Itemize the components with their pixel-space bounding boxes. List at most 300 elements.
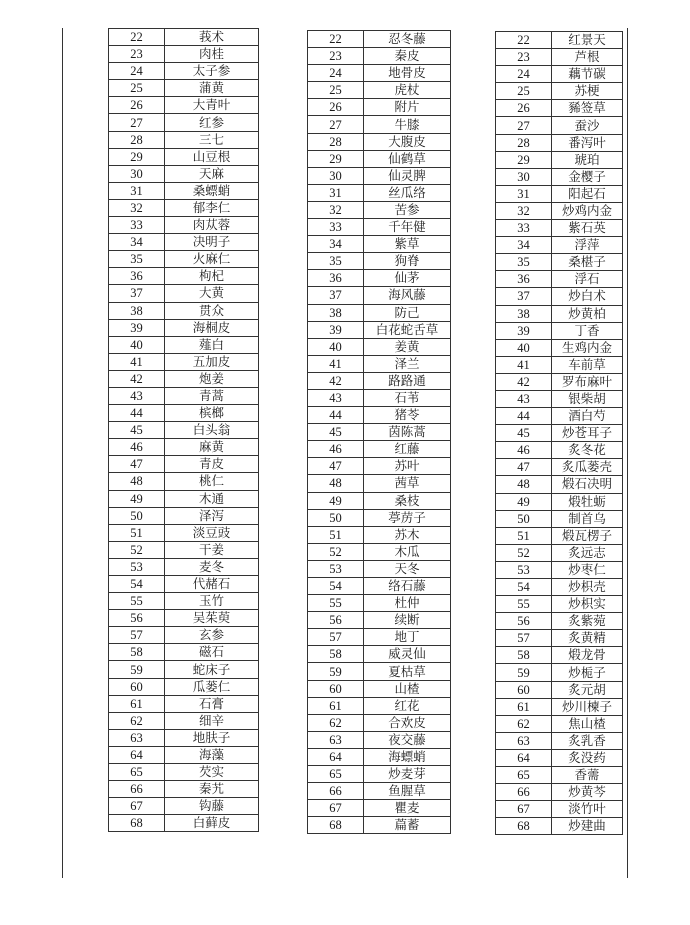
row-number: 56 — [496, 613, 552, 630]
herb-name: 麻黄 — [165, 439, 259, 456]
herb-name: 葶苈子 — [364, 509, 451, 526]
table-row — [496, 767, 623, 784]
herb-name: 浮萍 — [552, 237, 623, 254]
herb-name: 石膏 — [165, 695, 259, 712]
row-number: 31 — [496, 185, 552, 202]
table-row — [109, 29, 259, 46]
row-number: 46 — [496, 442, 552, 459]
herb-name: 丁香 — [552, 322, 623, 339]
table-row — [496, 613, 623, 630]
table-row — [496, 630, 623, 647]
herb-name: 木通 — [165, 490, 259, 507]
herb-name: 炒鸡内金 — [552, 202, 623, 219]
row-number: 61 — [109, 695, 165, 712]
row-number: 61 — [308, 697, 364, 714]
herb-name: 地骨皮 — [364, 65, 451, 82]
table-row — [308, 663, 451, 680]
table-row — [109, 644, 259, 661]
table-row — [308, 424, 451, 441]
table-row — [496, 168, 623, 185]
row-number: 44 — [109, 405, 165, 422]
table-row — [496, 134, 623, 151]
herb-name: 青皮 — [165, 456, 259, 473]
table-row — [308, 731, 451, 748]
table-row — [308, 748, 451, 765]
row-number: 52 — [308, 543, 364, 560]
herb-name: 白花蛇舌草 — [364, 321, 451, 338]
herb-name: 淡竹叶 — [552, 801, 623, 818]
herb-name: 大黄 — [165, 285, 259, 302]
row-number: 50 — [109, 507, 165, 524]
row-number: 55 — [496, 596, 552, 613]
row-number: 53 — [109, 558, 165, 575]
table-row — [496, 749, 623, 766]
table-row — [496, 390, 623, 407]
row-number: 64 — [308, 748, 364, 765]
table-row — [308, 560, 451, 577]
herb-name: 仙茅 — [364, 270, 451, 287]
row-number: 47 — [308, 458, 364, 475]
row-number: 60 — [308, 680, 364, 697]
row-number: 36 — [308, 270, 364, 287]
row-number: 42 — [308, 372, 364, 389]
row-number: 54 — [109, 576, 165, 593]
herb-name: 苦参 — [364, 201, 451, 218]
table-row — [496, 356, 623, 373]
row-number: 24 — [308, 65, 364, 82]
herb-name: 大腹皮 — [364, 133, 451, 150]
row-number: 32 — [308, 201, 364, 218]
herb-name: 红藤 — [364, 441, 451, 458]
herb-name: 猪苓 — [364, 407, 451, 424]
herb-name: 炙冬花 — [552, 442, 623, 459]
row-number: 41 — [308, 355, 364, 372]
table-row — [308, 116, 451, 133]
row-number: 57 — [308, 629, 364, 646]
herb-name: 磁石 — [165, 644, 259, 661]
table-row — [496, 32, 623, 49]
herb-name: 薤白 — [165, 336, 259, 353]
herb-name: 炒栀子 — [552, 664, 623, 681]
table-row — [308, 65, 451, 82]
row-number: 36 — [109, 268, 165, 285]
row-number: 55 — [109, 593, 165, 610]
table-row — [308, 338, 451, 355]
row-number: 37 — [496, 288, 552, 305]
herb-name: 香薷 — [552, 767, 623, 784]
row-number: 58 — [496, 647, 552, 664]
row-number: 38 — [109, 302, 165, 319]
herb-name: 肉苁蓉 — [165, 217, 259, 234]
herb-name: 威灵仙 — [364, 646, 451, 663]
row-number: 29 — [109, 148, 165, 165]
herb-table-left — [108, 28, 259, 832]
table-row — [109, 678, 259, 695]
herb-name: 炒黄芩 — [552, 784, 623, 801]
table-row — [308, 389, 451, 406]
table-row — [109, 661, 259, 678]
row-number: 68 — [496, 818, 552, 835]
outer-right-border — [627, 28, 628, 878]
table-row — [109, 217, 259, 234]
table-row — [496, 202, 623, 219]
herb-name: 酒白芍 — [552, 408, 623, 425]
herb-name: 枸杞 — [165, 268, 259, 285]
table-row — [109, 302, 259, 319]
table-row — [308, 646, 451, 663]
table-row — [109, 234, 259, 251]
row-number: 41 — [109, 353, 165, 370]
table-row — [496, 339, 623, 356]
table-row — [496, 100, 623, 117]
table-row — [308, 372, 451, 389]
table-row — [109, 764, 259, 781]
row-number: 62 — [308, 714, 364, 731]
table-row — [109, 610, 259, 627]
herb-name: 桃仁 — [165, 473, 259, 490]
table-row — [496, 698, 623, 715]
table-row — [496, 544, 623, 561]
table-row — [308, 407, 451, 424]
table-row — [109, 729, 259, 746]
herb-name: 地肤子 — [165, 729, 259, 746]
table-row — [109, 319, 259, 336]
table-row — [109, 781, 259, 798]
herb-name: 石苇 — [364, 389, 451, 406]
table-row — [496, 151, 623, 168]
table-row — [308, 219, 451, 236]
herb-name: 茵陈蒿 — [364, 424, 451, 441]
herb-name: 茜草 — [364, 475, 451, 492]
table-row — [496, 527, 623, 544]
row-number: 35 — [496, 254, 552, 271]
table-row — [109, 131, 259, 148]
row-number: 39 — [496, 322, 552, 339]
row-number: 64 — [109, 746, 165, 763]
row-number: 25 — [308, 82, 364, 99]
row-number: 54 — [308, 578, 364, 595]
herb-name: 天冬 — [364, 560, 451, 577]
herb-name: 忍冬藤 — [364, 31, 451, 48]
table-row — [308, 817, 451, 834]
herb-name: 桑枝 — [364, 492, 451, 509]
row-number: 57 — [496, 630, 552, 647]
table-row — [308, 441, 451, 458]
table-row — [308, 184, 451, 201]
herb-name: 煅石决明 — [552, 476, 623, 493]
row-number: 63 — [496, 732, 552, 749]
herb-name: 防己 — [364, 304, 451, 321]
row-number: 22 — [109, 29, 165, 46]
row-number: 23 — [308, 48, 364, 65]
herb-name: 海风藤 — [364, 287, 451, 304]
row-number: 43 — [496, 390, 552, 407]
table-row — [308, 612, 451, 629]
row-number: 44 — [308, 407, 364, 424]
table-row — [109, 268, 259, 285]
table-row — [109, 370, 259, 387]
table-row — [109, 558, 259, 575]
herb-name: 制首乌 — [552, 510, 623, 527]
herb-name: 车前草 — [552, 356, 623, 373]
row-number: 56 — [109, 610, 165, 627]
herb-name: 吴茱萸 — [165, 610, 259, 627]
herb-name: 地丁 — [364, 629, 451, 646]
table-row — [496, 425, 623, 442]
table-row — [109, 80, 259, 97]
herb-name: 红景天 — [552, 32, 623, 49]
table-row — [109, 165, 259, 182]
row-number: 28 — [109, 131, 165, 148]
row-number: 48 — [496, 476, 552, 493]
herb-name: 炒苍耳子 — [552, 425, 623, 442]
herb-name: 紫草 — [364, 236, 451, 253]
outer-left-border — [62, 28, 63, 878]
herb-name: 鱼腥草 — [364, 783, 451, 800]
herb-name: 夜交藤 — [364, 731, 451, 748]
row-number: 27 — [496, 117, 552, 134]
herb-name: 附片 — [364, 99, 451, 116]
table-row — [496, 784, 623, 801]
herb-name: 炒建曲 — [552, 818, 623, 835]
row-number: 33 — [308, 219, 364, 236]
herb-name: 豨签草 — [552, 100, 623, 117]
row-number: 59 — [308, 663, 364, 680]
herb-name: 白藓皮 — [165, 815, 259, 832]
row-number: 42 — [496, 373, 552, 390]
table-row — [496, 288, 623, 305]
herb-name: 莪术 — [165, 29, 259, 46]
table-row — [109, 593, 259, 610]
herb-name: 炒麦芽 — [364, 766, 451, 783]
table-row — [496, 185, 623, 202]
table-row — [308, 492, 451, 509]
herb-name: 炙瓜蒌壳 — [552, 459, 623, 476]
table-row — [496, 647, 623, 664]
table-row — [496, 408, 623, 425]
herb-name: 泽兰 — [364, 355, 451, 372]
herb-name: 夏枯草 — [364, 663, 451, 680]
row-number: 58 — [109, 644, 165, 661]
row-number: 41 — [496, 356, 552, 373]
table-row — [109, 353, 259, 370]
row-number: 25 — [496, 83, 552, 100]
herb-name: 炙乳香 — [552, 732, 623, 749]
table-row — [109, 285, 259, 302]
table-row — [308, 167, 451, 184]
herb-name: 炙远志 — [552, 544, 623, 561]
row-number: 22 — [496, 32, 552, 49]
row-number: 32 — [109, 199, 165, 216]
herb-name: 蚕沙 — [552, 117, 623, 134]
table-row — [496, 715, 623, 732]
table-row — [308, 543, 451, 560]
row-number: 38 — [308, 304, 364, 321]
herb-name: 海螵蛸 — [364, 748, 451, 765]
table-row — [308, 253, 451, 270]
table-row — [308, 578, 451, 595]
table-row — [308, 680, 451, 697]
table-row — [109, 439, 259, 456]
row-number: 33 — [496, 220, 552, 237]
row-number: 27 — [308, 116, 364, 133]
herb-name: 决明子 — [165, 234, 259, 251]
table-row — [496, 681, 623, 698]
herb-name: 炙没药 — [552, 749, 623, 766]
table-row — [109, 336, 259, 353]
table-row — [496, 561, 623, 578]
table-row — [308, 48, 451, 65]
herb-name: 银柴胡 — [552, 390, 623, 407]
row-number: 35 — [308, 253, 364, 270]
row-number: 59 — [109, 661, 165, 678]
table-row — [496, 732, 623, 749]
table-row — [496, 459, 623, 476]
table-row — [496, 373, 623, 390]
row-number: 34 — [109, 234, 165, 251]
herb-name: 天麻 — [165, 165, 259, 182]
table-row — [496, 664, 623, 681]
table-row — [308, 31, 451, 48]
herb-name: 火麻仁 — [165, 251, 259, 268]
row-number: 65 — [308, 766, 364, 783]
table-row — [308, 201, 451, 218]
row-number: 67 — [308, 800, 364, 817]
herb-name: 代赭石 — [165, 576, 259, 593]
table-row — [109, 114, 259, 131]
table-row — [496, 818, 623, 835]
row-number: 49 — [109, 490, 165, 507]
herb-name: 五加皮 — [165, 353, 259, 370]
table-row — [109, 148, 259, 165]
row-number: 39 — [308, 321, 364, 338]
table-row — [109, 712, 259, 729]
row-number: 37 — [308, 287, 364, 304]
herb-name: 络石藤 — [364, 578, 451, 595]
table-row — [308, 526, 451, 543]
table-row — [496, 83, 623, 100]
table-row — [496, 442, 623, 459]
row-number: 27 — [109, 114, 165, 131]
herb-name: 蒲黄 — [165, 80, 259, 97]
herb-name: 萹蓄 — [364, 817, 451, 834]
table-row — [109, 541, 259, 558]
row-number: 24 — [496, 66, 552, 83]
herb-name: 姜黄 — [364, 338, 451, 355]
row-number: 32 — [496, 202, 552, 219]
row-number: 40 — [109, 336, 165, 353]
herb-name: 钩藤 — [165, 798, 259, 815]
herb-name: 木瓜 — [364, 543, 451, 560]
herb-name: 仙鹤草 — [364, 150, 451, 167]
herb-name: 蛇床子 — [165, 661, 259, 678]
herb-name: 千年健 — [364, 219, 451, 236]
row-number: 33 — [109, 217, 165, 234]
row-number: 63 — [109, 729, 165, 746]
row-number: 67 — [496, 801, 552, 818]
row-number: 66 — [109, 781, 165, 798]
row-number: 60 — [496, 681, 552, 698]
row-number: 62 — [109, 712, 165, 729]
herb-name: 煅瓦楞子 — [552, 527, 623, 544]
row-number: 30 — [496, 168, 552, 185]
herb-name: 番泻叶 — [552, 134, 623, 151]
row-number: 49 — [308, 492, 364, 509]
table-row — [109, 490, 259, 507]
row-number: 66 — [308, 783, 364, 800]
table-row — [308, 355, 451, 372]
row-number: 49 — [496, 493, 552, 510]
row-number: 58 — [308, 646, 364, 663]
row-number: 48 — [308, 475, 364, 492]
row-number: 59 — [496, 664, 552, 681]
row-number: 57 — [109, 627, 165, 644]
table-row — [496, 801, 623, 818]
herb-name: 狗脊 — [364, 253, 451, 270]
row-number: 34 — [496, 237, 552, 254]
table-row — [308, 99, 451, 116]
herb-name: 苏木 — [364, 526, 451, 543]
row-number: 26 — [109, 97, 165, 114]
herb-name: 麦冬 — [165, 558, 259, 575]
row-number: 28 — [308, 133, 364, 150]
table-row — [109, 199, 259, 216]
row-number: 44 — [496, 408, 552, 425]
table-row — [496, 49, 623, 66]
table-row — [109, 798, 259, 815]
table-row — [109, 97, 259, 114]
herb-name: 贯众 — [165, 302, 259, 319]
herb-name: 炮姜 — [165, 370, 259, 387]
table-row — [109, 182, 259, 199]
table-row — [496, 254, 623, 271]
row-number: 47 — [109, 456, 165, 473]
table-row — [308, 629, 451, 646]
row-number: 46 — [109, 439, 165, 456]
row-number: 68 — [308, 817, 364, 834]
table-row — [109, 405, 259, 422]
herb-name: 太子参 — [165, 63, 259, 80]
herb-table-right — [495, 31, 623, 835]
herb-name: 淡豆豉 — [165, 524, 259, 541]
table-row — [496, 117, 623, 134]
row-number: 42 — [109, 370, 165, 387]
table-row — [308, 475, 451, 492]
herb-name: 丝瓜络 — [364, 184, 451, 201]
table-row — [496, 322, 623, 339]
table-row — [308, 133, 451, 150]
herb-name: 泽泻 — [165, 507, 259, 524]
herb-name: 炒枳实 — [552, 596, 623, 613]
herb-name: 合欢皮 — [364, 714, 451, 731]
row-number: 46 — [308, 441, 364, 458]
table-row — [109, 507, 259, 524]
herb-name: 秦皮 — [364, 48, 451, 65]
table-row — [496, 579, 623, 596]
herb-name: 郁李仁 — [165, 199, 259, 216]
row-number: 45 — [109, 422, 165, 439]
herb-name: 海桐皮 — [165, 319, 259, 336]
herb-name: 焦山楂 — [552, 715, 623, 732]
table-row — [109, 746, 259, 763]
row-number: 65 — [109, 764, 165, 781]
row-number: 60 — [109, 678, 165, 695]
herb-name: 山楂 — [364, 680, 451, 697]
herb-name: 浮石 — [552, 271, 623, 288]
row-number: 43 — [308, 389, 364, 406]
table-row — [308, 321, 451, 338]
herb-name: 炒白术 — [552, 288, 623, 305]
